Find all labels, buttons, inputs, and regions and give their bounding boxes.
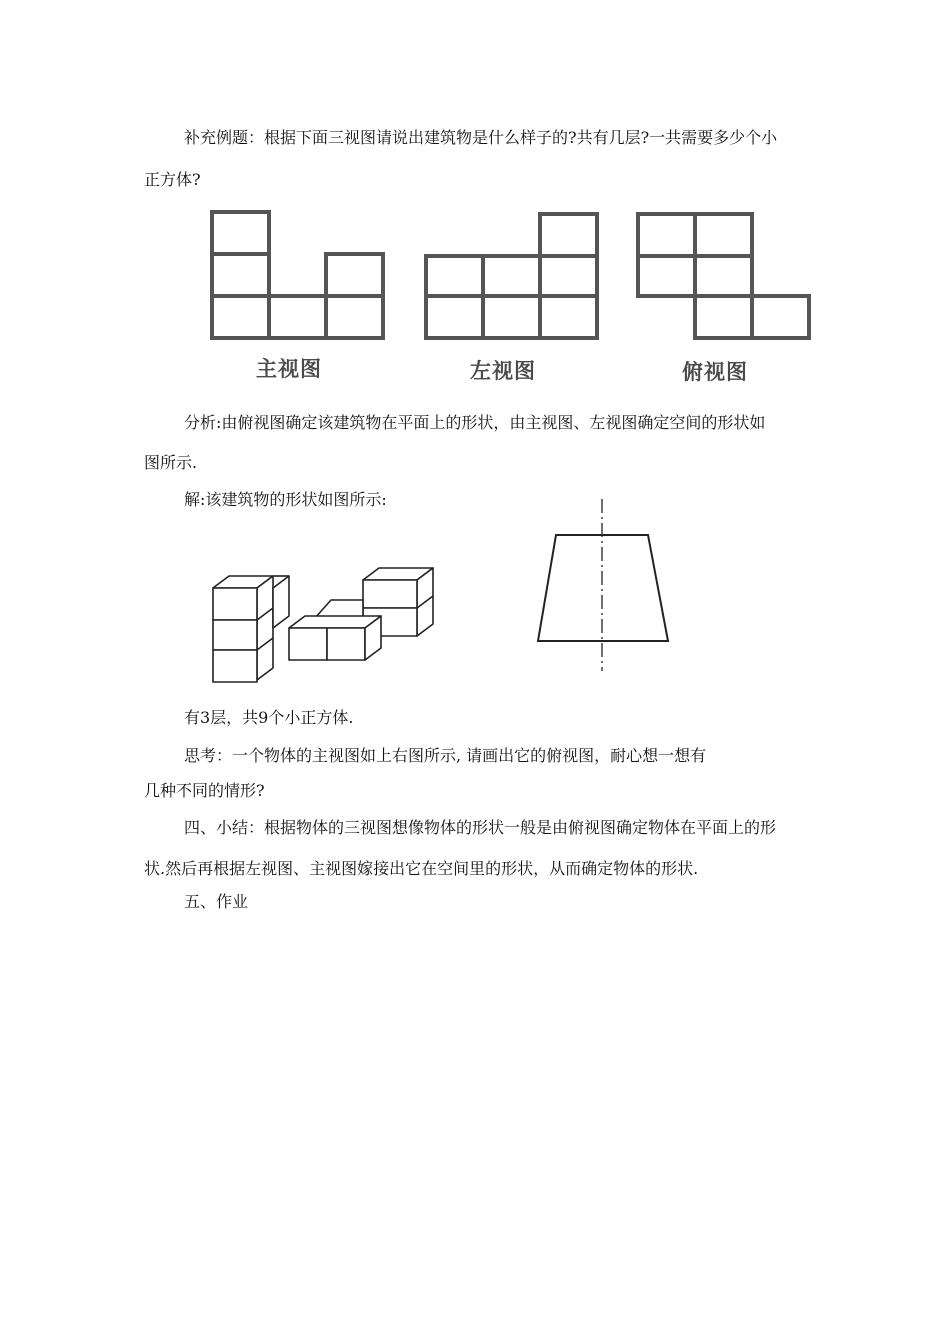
trapezoid-drawing [530,495,680,675]
front-view-label: 主视图 [256,357,322,381]
trapezoid-front-view [530,495,680,675]
left-view-label: 左视图 [470,359,536,383]
three-views-drawing [200,196,820,346]
example-question-line2: 正方体? [144,170,201,189]
think-line1: 思考：一个物体的主视图如上右图所示, 请画出它的俯视图，耐心想一想有 [184,746,707,765]
solution-line: 解:该建筑物的形状如图所示: [184,490,387,509]
example-question-line1: 补充例题：根据下面三视图请说出建筑物是什么样子的?共有几层?一共需要多少个小 [184,128,778,147]
summary-line2: 状.然后再根据左视图、主视图嫁接出它在空间里的形状，从而确定物体的形状. [144,859,699,878]
homework-heading: 五、作业 [184,892,249,911]
building-3d-figure [205,560,445,696]
top-view-label: 俯视图 [682,360,748,384]
three-views-figure [200,196,820,396]
building-3d-drawing [205,560,445,696]
think-line2: 几种不同的情形? [144,781,265,800]
answer-line: 有3层，共9个小正方体. [184,708,354,727]
analysis-line1: 分析:由俯视图确定该建筑物在平面上的形状，由主视图、左视图确定空间的形状如 [184,413,766,432]
front-view-grid [212,212,383,338]
analysis-line2: 图所示. [144,453,198,472]
summary-line1: 四、小结：根据物体的三视图想像物体的形状一般是由俯视图确定物体在平面上的形 [184,818,777,837]
top-view-grid [638,214,809,338]
left-view-grid [426,214,597,338]
